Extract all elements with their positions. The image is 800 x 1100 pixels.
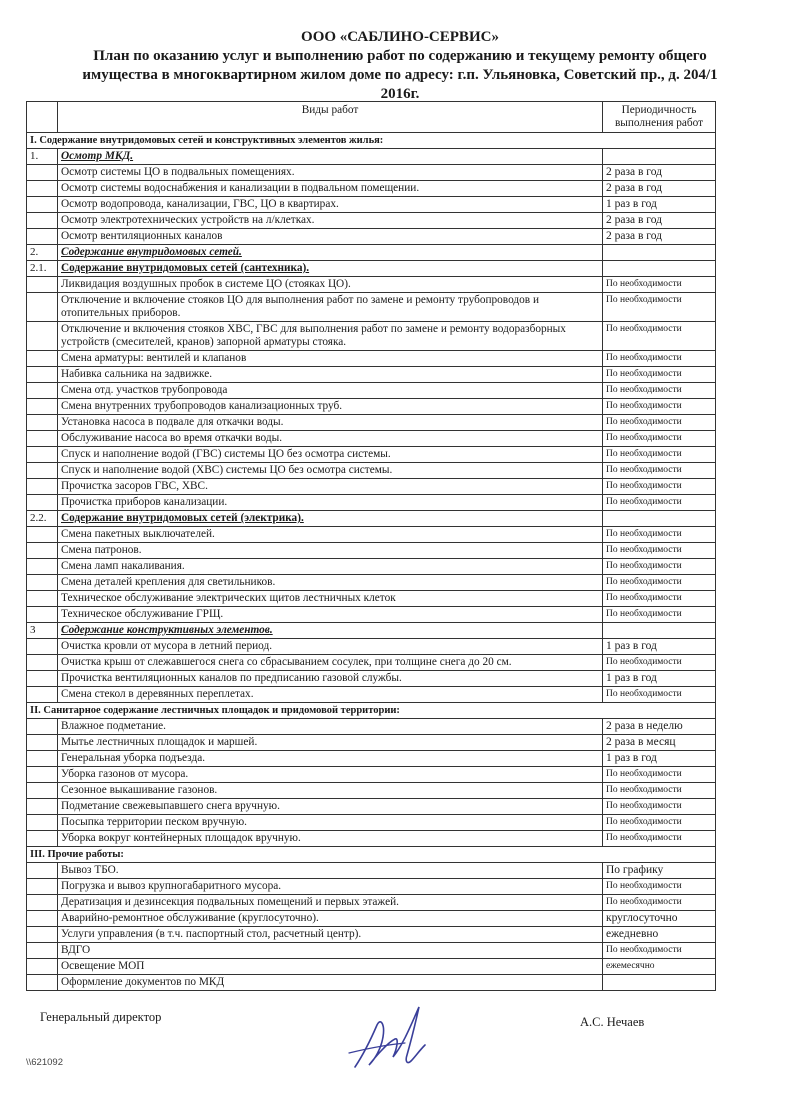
work-description: Набивка сальника на задвижке. — [58, 367, 603, 383]
work-description: Смена ламп накаливания. — [58, 559, 603, 575]
work-description: Осмотр вентиляционных каналов — [58, 229, 603, 245]
table-row — [27, 607, 716, 623]
row-number — [27, 277, 58, 293]
work-description: Подметание свежевыпавшего снега вручную. — [58, 799, 603, 815]
table-row — [27, 527, 716, 543]
row-number — [27, 447, 58, 463]
table-row — [27, 751, 716, 767]
work-description: Установка насоса в подвале для откачки воды. — [58, 415, 603, 431]
section-row — [27, 133, 716, 149]
row-number — [27, 975, 58, 991]
row-number — [27, 213, 58, 229]
periodicity-cell: По необходимости — [603, 895, 716, 911]
row-number — [27, 687, 58, 703]
table-row — [27, 431, 716, 447]
header-work-types: Виды работ — [58, 102, 603, 133]
table-row — [27, 229, 716, 245]
row-number: 3 — [27, 623, 58, 639]
row-number — [27, 719, 58, 735]
periodicity-cell: 2 раза в год — [603, 181, 716, 197]
table-row — [27, 639, 716, 655]
periodicity-cell — [603, 149, 716, 165]
periodicity-cell: По необходимости — [603, 831, 716, 847]
row-number — [27, 815, 58, 831]
row-number — [27, 322, 58, 351]
row-number — [27, 671, 58, 687]
periodicity-cell: По необходимости — [603, 591, 716, 607]
work-description: Мытье лестничных площадок и маршей. — [58, 735, 603, 751]
periodicity-cell: По необходимости — [603, 943, 716, 959]
row-number — [27, 799, 58, 815]
table-row — [27, 543, 716, 559]
table-row — [27, 863, 716, 879]
subsection-title — [58, 511, 603, 527]
table-row — [27, 719, 716, 735]
work-description: Отключение и включения стояков ХВС, ГВС для выполнения работ по замене и ремонту водоразборных устройств (смесителей, кранов) запорной арматуры стояка. — [58, 322, 603, 351]
row-number — [27, 591, 58, 607]
works-table — [26, 101, 716, 991]
subsection-row — [27, 511, 716, 527]
work-description: Прочистка приборов канализации. — [58, 495, 603, 511]
work-description: Ликвидация воздушных пробок в системе ЦО (стояках ЦО). — [58, 277, 603, 293]
periodicity-cell: По необходимости — [603, 607, 716, 623]
row-number — [27, 575, 58, 591]
work-description: Смена пакетных выключателей. — [58, 527, 603, 543]
periodicity-cell: По необходимости — [603, 463, 716, 479]
periodicity-cell: 1 раз в год — [603, 751, 716, 767]
table-row — [27, 879, 716, 895]
periodicity-cell: По необходимости — [603, 495, 716, 511]
periodicity-cell: По необходимости — [603, 559, 716, 575]
periodicity-cell: По необходимости — [603, 322, 716, 351]
row-number — [27, 863, 58, 879]
work-description: Дератизация и дезинсекция подвальных помещений и первых этажей. — [58, 895, 603, 911]
director-title: Генеральный директор — [40, 1010, 162, 1024]
table-header-row — [27, 102, 716, 133]
table-row — [27, 735, 716, 751]
row-number — [27, 959, 58, 975]
table-row — [27, 479, 716, 495]
row-number — [27, 399, 58, 415]
row-number — [27, 831, 58, 847]
row-number — [27, 165, 58, 181]
table-row — [27, 165, 716, 181]
table-row — [27, 927, 716, 943]
table-row — [27, 815, 716, 831]
work-description: Отключение и включение стояков ЦО для выполнения работ по замене и ремонту трубопроводов и отопительных приборов. — [58, 293, 603, 322]
work-description: ВДГО — [58, 943, 603, 959]
periodicity-cell: По необходимости — [603, 479, 716, 495]
work-description: Очистка крыш от слежавшегося снега со сбрасыванием сосулек, при толщине снега до 20 см. — [58, 655, 603, 671]
periodicity-cell: По необходимости — [603, 447, 716, 463]
table-row — [27, 959, 716, 975]
signature-mark — [345, 995, 445, 1082]
work-description: Смена патронов. — [58, 543, 603, 559]
work-description: Спуск и наполнение водой (ХВС) системы ЦО без осмотра системы. — [58, 463, 603, 479]
row-number — [27, 415, 58, 431]
title-line-1: План по оказанию услуг и выполнению работ по содержанию и текущему ремонту общего — [93, 48, 707, 64]
work-description: Осмотр водопровода, канализации, ГВС, ЦО в квартирах. — [58, 197, 603, 213]
table-row — [27, 383, 716, 399]
table-row — [27, 197, 716, 213]
work-description: Уборка газонов от мусора. — [58, 767, 603, 783]
periodicity-cell: По необходимости — [603, 655, 716, 671]
work-description: Оформление документов по МКД — [58, 975, 603, 991]
periodicity-cell — [603, 245, 716, 261]
row-number — [27, 879, 58, 895]
periodicity-cell: 1 раз в год — [603, 671, 716, 687]
row-number — [27, 943, 58, 959]
work-description: Осмотр системы водоснабжения и канализации в подвальном помещении. — [58, 181, 603, 197]
periodicity-cell: По необходимости — [603, 383, 716, 399]
work-description: Смена отд. участков трубопровода — [58, 383, 603, 399]
work-description: Осмотр системы ЦО в подвальных помещениях. — [58, 165, 603, 181]
periodicity-cell: 1 раз в год — [603, 197, 716, 213]
table-row — [27, 575, 716, 591]
table-row — [27, 447, 716, 463]
work-description: Освещение МОП — [58, 959, 603, 975]
subsection-label: Содержание внутридомовых сетей (электрика). — [61, 512, 304, 524]
row-number — [27, 181, 58, 197]
row-number — [27, 527, 58, 543]
section-title: III. Прочие работы: — [27, 847, 716, 863]
subsection-title — [58, 261, 603, 277]
table-row — [27, 831, 716, 847]
periodicity-cell: 2 раза в год — [603, 229, 716, 245]
table-row — [27, 415, 716, 431]
periodicity-cell: круглосуточно — [603, 911, 716, 927]
periodicity-cell: По необходимости — [603, 351, 716, 367]
periodicity-cell: По необходимости — [603, 815, 716, 831]
table-row — [27, 911, 716, 927]
table-row — [27, 591, 716, 607]
row-number — [27, 655, 58, 671]
table-row — [27, 322, 716, 351]
periodicity-cell: По необходимости — [603, 575, 716, 591]
periodicity-cell: По необходимости — [603, 767, 716, 783]
table-row — [27, 351, 716, 367]
periodicity-cell: 2 раза в год — [603, 165, 716, 181]
row-number — [27, 783, 58, 799]
row-number — [27, 607, 58, 623]
periodicity-cell: 2 раза в неделю — [603, 719, 716, 735]
periodicity-cell: 2 раза в год — [603, 213, 716, 229]
row-number — [27, 431, 58, 447]
periodicity-cell: По необходимости — [603, 783, 716, 799]
subsection-label: Содержание внутридомовых сетей (сантехника). — [61, 262, 310, 274]
table-row — [27, 213, 716, 229]
row-number: 2. — [27, 245, 58, 261]
table-row — [27, 975, 716, 991]
table-row — [27, 799, 716, 815]
section-title: I. Содержание внутридомовых сетей и конструктивных элементов жилья: — [27, 133, 716, 149]
subsection-row — [27, 245, 716, 261]
table-row — [27, 293, 716, 322]
row-number: 2.2. — [27, 511, 58, 527]
subsection-row — [27, 149, 716, 165]
work-description: Смена стекол в деревянных переплетах. — [58, 687, 603, 703]
subsection-title — [58, 149, 603, 165]
row-number — [27, 559, 58, 575]
row-number — [27, 383, 58, 399]
subsection-label: Осмотр МКД. — [61, 150, 134, 162]
row-number — [27, 479, 58, 495]
director-name: А.С. Нечаев — [580, 1015, 645, 1029]
work-description: Уборка вокруг контейнерных площадок вручную. — [58, 831, 603, 847]
periodicity-cell: По необходимости — [603, 799, 716, 815]
periodicity-cell: По необходимости — [603, 431, 716, 447]
work-description: Влажное подметание. — [58, 719, 603, 735]
table-row — [27, 399, 716, 415]
periodicity-cell: По необходимости — [603, 293, 716, 322]
row-number — [27, 543, 58, 559]
periodicity-cell: ежемесячно — [603, 959, 716, 975]
subsection-row — [27, 623, 716, 639]
work-description: Смена внутренних трубопроводов канализационных труб. — [58, 399, 603, 415]
periodicity-cell: По необходимости — [603, 543, 716, 559]
work-description: Сезонное выкашивание газонов. — [58, 783, 603, 799]
work-description: Погрузка и вывоз крупногабаритного мусора. — [58, 879, 603, 895]
row-number — [27, 293, 58, 322]
periodicity-cell — [603, 623, 716, 639]
subsection-label: Содержание конструктивных элементов. — [61, 624, 273, 636]
periodicity-cell: По необходимости — [603, 367, 716, 383]
subsection-label: Содержание внутридомовых сетей. — [61, 246, 242, 258]
periodicity-cell: По необходимости — [603, 687, 716, 703]
work-description: Техническое обслуживание электрических щитов лестничных клеток — [58, 591, 603, 607]
table-row — [27, 181, 716, 197]
subsection-title — [58, 623, 603, 639]
section-row — [27, 847, 716, 863]
row-number — [27, 495, 58, 511]
work-description: Вывоз ТБО. — [58, 863, 603, 879]
row-number — [27, 639, 58, 655]
row-number — [27, 229, 58, 245]
work-description: Посыпка территории песком вручную. — [58, 815, 603, 831]
periodicity-cell: 1 раз в год — [603, 639, 716, 655]
table-row — [27, 783, 716, 799]
work-description: Смена деталей крепления для светильников. — [58, 575, 603, 591]
row-number: 2.1. — [27, 261, 58, 277]
table-row — [27, 687, 716, 703]
table-row — [27, 671, 716, 687]
section-row — [27, 703, 716, 719]
work-description: Техническое обслуживание ГРЩ. — [58, 607, 603, 623]
row-number — [27, 927, 58, 943]
periodicity-cell: ежедневно — [603, 927, 716, 943]
row-number — [27, 895, 58, 911]
work-description: Обслуживание насоса во время откачки воды. — [58, 431, 603, 447]
row-number — [27, 751, 58, 767]
title-line-3: 2016г. — [380, 86, 420, 102]
periodicity-cell — [603, 975, 716, 991]
work-description: Услуги управления (в т.ч. паспортный стол, расчетный центр). — [58, 927, 603, 943]
row-number — [27, 463, 58, 479]
periodicity-cell: По необходимости — [603, 277, 716, 293]
work-description: Спуск и наполнение водой (ГВС) системы ЦО без осмотра системы. — [58, 447, 603, 463]
work-description: Генеральная уборка подъезда. — [58, 751, 603, 767]
periodicity-cell: 2 раза в месяц — [603, 735, 716, 751]
work-description: Прочистка вентиляционных каналов по предписанию газовой службы. — [58, 671, 603, 687]
periodicity-cell: По графику — [603, 863, 716, 879]
document-id: \\621092 — [26, 1057, 63, 1068]
subsection-row — [27, 261, 716, 277]
title-line-2: имущества в многоквартирном жилом доме по адресу: г.п. Ульяновка, Советский пр., д. 204/1 — [82, 67, 718, 83]
row-number — [27, 197, 58, 213]
organization-name: ООО «САБЛИНО-СЕРВИС» — [301, 29, 499, 45]
row-number — [27, 767, 58, 783]
row-number — [27, 367, 58, 383]
table-row — [27, 655, 716, 671]
document-header — [0, 28, 800, 104]
table-row — [27, 367, 716, 383]
periodicity-cell: По необходимости — [603, 879, 716, 895]
table-row — [27, 767, 716, 783]
periodicity-cell: По необходимости — [603, 415, 716, 431]
work-description: Очистка кровли от мусора в летний период. — [58, 639, 603, 655]
work-description: Смена арматуры: вентилей и клапанов — [58, 351, 603, 367]
table-body — [27, 133, 716, 991]
table-row — [27, 895, 716, 911]
header-periodicity: Периодичность выполнения работ — [603, 102, 716, 133]
periodicity-cell — [603, 511, 716, 527]
row-number: 1. — [27, 149, 58, 165]
row-number — [27, 911, 58, 927]
table-row — [27, 559, 716, 575]
work-description: Прочистка засоров ГВС, ХВС. — [58, 479, 603, 495]
table-row — [27, 463, 716, 479]
periodicity-cell: По необходимости — [603, 527, 716, 543]
table-row — [27, 943, 716, 959]
row-number — [27, 735, 58, 751]
periodicity-cell: По необходимости — [603, 399, 716, 415]
periodicity-cell — [603, 261, 716, 277]
table-row — [27, 277, 716, 293]
work-description: Аварийно-ремонтное обслуживание (круглосуточно). — [58, 911, 603, 927]
section-title: II. Санитарное содержание лестничных площадок и придомовой территории: — [27, 703, 716, 719]
table-row — [27, 495, 716, 511]
header-blank-cell — [27, 102, 58, 133]
row-number — [27, 351, 58, 367]
subsection-title — [58, 245, 603, 261]
work-description: Осмотр электротехнических устройств на л/клетках. — [58, 213, 603, 229]
